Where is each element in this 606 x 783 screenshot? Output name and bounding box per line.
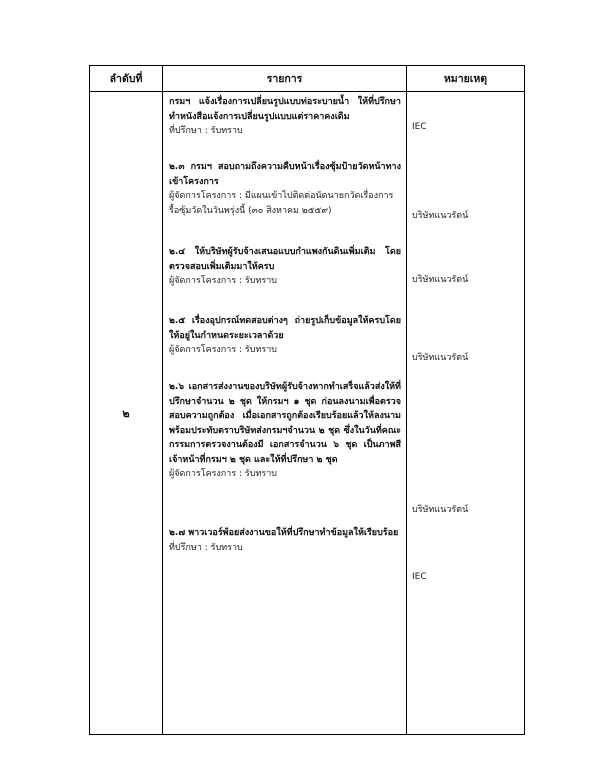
remark: บริษัทแนวรัตน์ bbox=[412, 211, 469, 221]
header-items: รายการ bbox=[163, 66, 407, 92]
item-title: ๒.๕ เรื่องอุปกรณ์ทดสอบต่างๆ ถ่ายรูปเก็บข้อมูลให้ครบโดยให้อยู่ในกำหนดระยะเวลาด้วย bbox=[169, 316, 401, 341]
remarks-cell bbox=[407, 92, 525, 735]
agenda-item bbox=[169, 95, 401, 139]
agenda-item bbox=[169, 314, 401, 358]
items-cell bbox=[163, 92, 407, 735]
item-response: ผู้จัดการโครงการ : รับทราบ bbox=[169, 276, 277, 286]
agenda-item bbox=[169, 380, 401, 482]
agenda-item bbox=[169, 526, 401, 555]
item-response: ผู้จัดการโครงการ : รับทราบ bbox=[169, 345, 277, 355]
remark: บริษัทแนวรัตน์ bbox=[412, 505, 469, 515]
remark: บริษัทแนวรัตน์ bbox=[412, 275, 469, 285]
header-row bbox=[90, 66, 525, 92]
agenda-item bbox=[169, 160, 401, 218]
item-response: ผู้จัดการโครงการ : รับทราบ bbox=[169, 469, 277, 479]
item-title: กรมฯ แจ้งเรื่องการเปลี่ยนรูปแบบท่อระบายน้ำ ให้ที่ปรึกษาทำหนังสือแจ้งการเปลี่ยนรูปแบบแต่ราคาคงเดิม bbox=[169, 97, 401, 122]
item-response: ที่ปรึกษา : รับทราบ bbox=[169, 542, 243, 553]
item-title: ๒.๓ กรมฯ สอบถามถึงความคืบหน้าเรื่องซุ้มป้ายวัดหน้าทางเข้าโครงการ bbox=[169, 162, 401, 187]
header-order: ลำดับที่ bbox=[90, 66, 163, 92]
item-title: ๒.๖ เอกสารส่งงานของบริษัทผู้รับจ้างหากทำเสร็จแล้วส่งให้ที่ปรึกษาจำนวน ๒ ชุด ให้กรมฯ ๑ ชุด ก่อนลงนามเพื่อตรวจสอบความถูกต้อง เมื่อเอกสารถูกต้องเรียบร้อยแล้วให้ลงนามพร้อมประทับตราบริษัทส่งกรมฯจำนวน ๒ ชุด ซึ่งในวันที่คณะกรรมการตรวจงานต้องมี เอกสารจำนวน ๖ ชุด เป็นภาพสี เจ้าหน้าที่กรมฯ ๒ ชุด และให้ที่ปรึกษา ๒ ชุด bbox=[169, 382, 401, 465]
row-number: ๒ bbox=[90, 92, 163, 735]
item-title: ๒.๔ ให้บริษัทผู้รับจ้างเสนอแบบกำแพงกันดินเพิ่มเติม โดยตรวจสอบเพิ่มเติมมาให้ครบ bbox=[169, 247, 401, 272]
agenda-item bbox=[169, 245, 401, 289]
item-response: ที่ปรึกษา : รับทราบ bbox=[169, 126, 243, 136]
remark: IEC bbox=[412, 122, 427, 132]
minutes-table bbox=[89, 65, 525, 735]
remark: IEC bbox=[412, 572, 427, 582]
remark: บริษัทแนวรัตน์ bbox=[412, 353, 469, 363]
table-row bbox=[90, 92, 525, 735]
header-remarks: หมายเหตุ bbox=[407, 66, 525, 92]
item-response: ผู้จัดการโครงการ : มีแผนเข้าไปติดต่อนัดนายกวัดเรื่องการรื้อซุ้มวัดในวันพรุ่งนี้ (๓๐ สิงหาคม ๒๕๕๙) bbox=[169, 191, 394, 216]
item-title: ๒.๗ พาวเวอร์พ้อยส่งงานขอให้ที่ปรึกษาทำข้อมูลให้เรียบร้อย bbox=[169, 528, 399, 538]
